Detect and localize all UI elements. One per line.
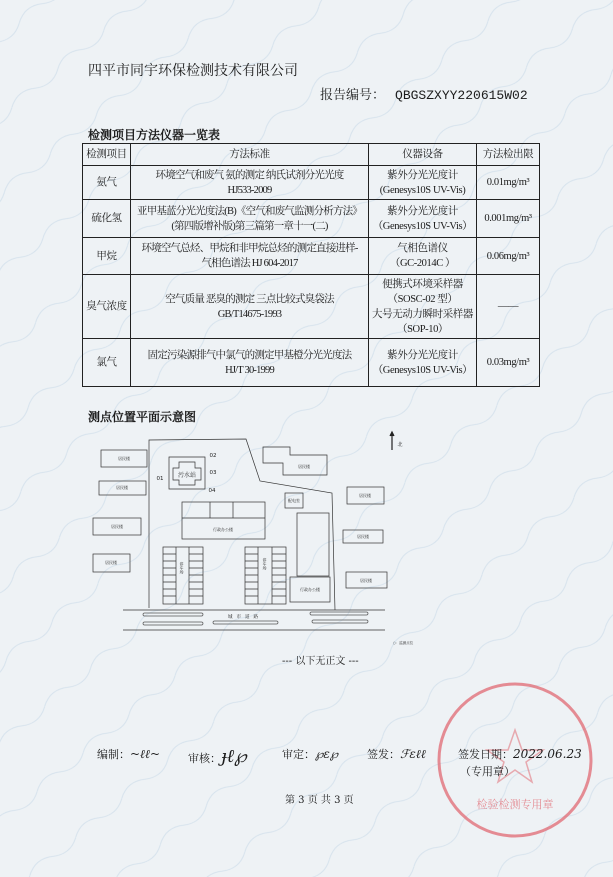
limit-cell: 0.03mg/m³ (477, 339, 540, 387)
signature: ~ℓℓ~ (130, 747, 161, 761)
svg-text:行政办公楼: 行政办公楼 (300, 587, 320, 592)
method-cell (131, 339, 369, 387)
signature: ℘ɛ℘ (315, 747, 339, 761)
instrument-line: 紫外分光光度计 (387, 169, 458, 181)
instrument-line: （SOP-10） (396, 323, 449, 335)
instrument-line: （Genesys10S UV-Vis） (372, 220, 473, 232)
report-number (320, 84, 528, 103)
svg-text:污水站: 污水站 (177, 472, 197, 479)
north-arrow-icon (390, 432, 394, 450)
approved-label: 审定： (282, 748, 315, 761)
reviewed-by (188, 746, 247, 767)
instrument-line: 紫外分光光度计 (387, 349, 458, 361)
residential-building (99, 481, 146, 495)
issue-date-label: 签发日期： (458, 748, 513, 761)
limit-cell: 0.01mg/m³ (477, 166, 540, 200)
residential-building (343, 530, 383, 543)
residential-building (346, 572, 387, 588)
column-header: 方法标准 (131, 144, 369, 166)
residential-building (263, 447, 327, 475)
issue-date-value: 2022.06.23 (513, 747, 582, 761)
monitoring-point-label: 02 (209, 453, 217, 459)
issued-label: 签发： (367, 748, 400, 761)
seal-note: （专用章） (460, 765, 515, 778)
column-header: 检测项目 (83, 144, 131, 166)
instrument-line: 紫外分光光度计 (387, 205, 458, 217)
svg-text:停车场: 停车场 (262, 558, 268, 570)
map-legend: ○：监测点位 (392, 641, 414, 645)
table-row (83, 238, 540, 275)
limit-cell: —— (477, 275, 540, 339)
parking-lot (163, 547, 203, 604)
limit-cell: 0.001mg/m³ (477, 200, 540, 238)
issued-by (367, 746, 426, 762)
instrument-cell (369, 200, 477, 238)
item-cell: 甲烷 (83, 238, 131, 275)
instrument-line: (Genesys10S UV-Vis) (379, 184, 466, 196)
signature: ℱɛℓℓ (400, 747, 426, 761)
instrument-line: （SOSC-02 型） (387, 293, 458, 305)
method-cell (131, 200, 369, 238)
method-line: HJ/T 30-1999 (225, 364, 274, 376)
svg-text:居民楼: 居民楼 (111, 524, 123, 529)
approved-by (282, 746, 338, 762)
residential-building (93, 554, 130, 572)
monitoring-point-label: 04 (208, 488, 216, 494)
compiled-by (97, 746, 160, 762)
svg-text:居民楼: 居民楼 (360, 578, 372, 583)
residential-building (347, 487, 384, 504)
method-line: 环境空气和废气 氨的测定 纳氏试剂分光光度 (155, 169, 344, 181)
table-row (83, 275, 540, 339)
item-cell: 硫化氢 (83, 200, 131, 238)
site-map (90, 430, 420, 650)
reviewed-label: 审核： (188, 752, 221, 765)
map-title: 测点位置平面示意图 (88, 410, 197, 424)
instrument-line: （GC-2014C ） (389, 258, 456, 269)
monitoring-point-label: 03 (209, 470, 217, 476)
road-label: 城市道路 (228, 615, 262, 620)
instrument-cell (369, 275, 477, 339)
method-line: (第四版增补版)第三篇第一章十一(二) (171, 220, 328, 232)
method-line: HJ533-2009 (227, 184, 272, 196)
table-row (83, 200, 540, 238)
residential-building (101, 450, 147, 467)
report-number-label: 报告编号： (320, 88, 386, 103)
sewage-station (169, 457, 205, 489)
issue-date (458, 746, 582, 762)
compiled-label: 编制： (97, 748, 130, 761)
svg-text:配电室: 配电室 (288, 498, 300, 503)
svg-text:居民楼: 居民楼 (359, 493, 371, 498)
power-room (285, 493, 303, 508)
instrument-line: （Genesys10S UV-Vis） (372, 364, 473, 376)
column-header: 仪器设备 (369, 144, 477, 166)
svg-text:居民楼: 居民楼 (298, 464, 310, 469)
signature: ɟℓ℘ (221, 746, 247, 767)
svg-text:行政办公楼: 行政办公楼 (213, 527, 233, 532)
parking-lot (245, 547, 286, 604)
method-line: 气相色谱法 HJ 604-2017 (201, 258, 298, 269)
methods-table (82, 143, 540, 387)
instrument-line: 便携式环境采样器 (382, 278, 463, 290)
method-cell (131, 275, 369, 339)
page-number: 第 3 页 共 3 页 (285, 795, 354, 806)
column-header: 方法检出限 (477, 144, 540, 166)
method-line: 空气质量 恶臭的测定 三点比较式臭袋法 (165, 293, 334, 305)
instrument-cell (369, 238, 477, 275)
method-line: 亚甲基蓝分光光度法(B)《空气和废气监测分析方法》 (137, 205, 362, 217)
item-cell: 臭气浓度 (83, 275, 131, 339)
report-number-value: QBGSZXYY220615W02 (395, 88, 528, 103)
north-label: 北 (397, 442, 403, 448)
limit-cell: 0.06mg/m³ (477, 238, 540, 275)
building (297, 513, 329, 576)
method-line: 环境空气总烃、甲烷和非甲烷总烃的测定直接进样- (141, 243, 358, 254)
svg-text:居民楼: 居民楼 (118, 456, 130, 461)
table-row (83, 339, 540, 387)
method-line: 固定污染源排气中氯气的测定甲基橙分光光度法 (147, 349, 352, 361)
svg-text:居民楼: 居民楼 (116, 485, 128, 490)
monitoring-point-label: 01 (156, 476, 164, 482)
methods-title: 检测项目方法仪器一览表 (88, 128, 221, 142)
instrument-cell (369, 339, 477, 387)
item-cell: 氨气 (83, 166, 131, 200)
svg-text:居民楼: 居民楼 (357, 534, 369, 539)
office-building (290, 577, 330, 602)
method-cell (131, 238, 369, 275)
end-note: --- 以下无正文 --- (282, 656, 359, 667)
method-cell (131, 166, 369, 200)
item-cell: 氯气 (83, 339, 131, 387)
residential-building (93, 518, 141, 535)
office-building (182, 502, 265, 539)
instrument-line: 气相色谱仪 (397, 243, 448, 254)
instrument-line: 大号无动力瞬时采样器 (372, 308, 473, 320)
company-name: 四平市同宇环保检测技术有限公司 (88, 63, 298, 79)
method-line: GB/T14675-1993 (217, 308, 282, 320)
table-header-row (83, 144, 540, 166)
table-row (83, 166, 540, 200)
svg-text:停车场: 停车场 (179, 562, 185, 574)
svg-text:居民楼: 居民楼 (105, 560, 117, 565)
stamp-text: 检验检测专用章 (476, 798, 554, 811)
instrument-cell (369, 166, 477, 200)
